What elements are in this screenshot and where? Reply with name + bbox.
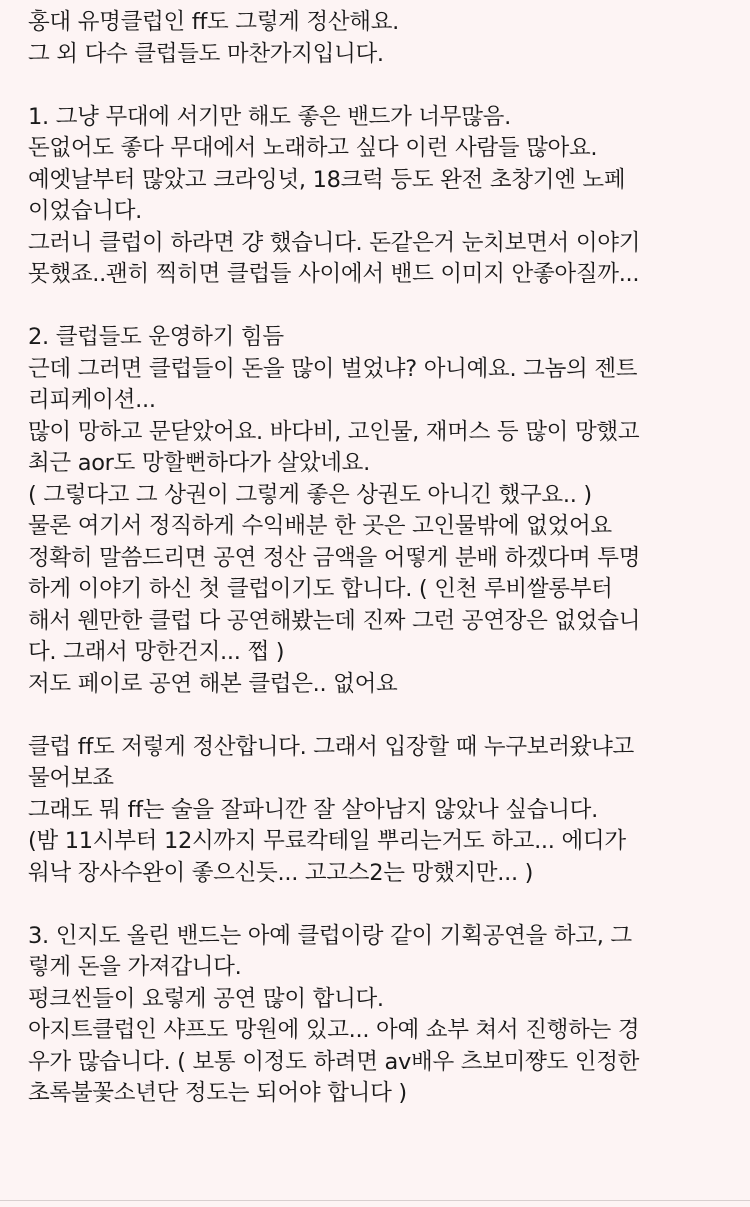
text-line: 리피케이션...	[28, 387, 156, 413]
text-line: 정확히 말씀드리면 공연 정산 금액을 어떻게 분배 하겠다며 투명	[28, 544, 641, 571]
text-line: 돈없어도 좋다 무대에서 노래하고 싶다 이런 사람들 많아요.	[28, 135, 598, 161]
text-line: 하게 이야기 하신 첫 클럽이기도 합니다. ( 인천 루비쌀롱부터	[28, 576, 613, 602]
text-line: 1. 그냥 무대에 서기만 해도 좋은 밴드가 너무많음.	[28, 103, 511, 130]
divider	[0, 1200, 750, 1201]
text-line: 3. 인지도 올린 밴드는 아예 클럽이랑 같이 기획공연을 하고, 그	[28, 922, 632, 949]
text-line: 그 외 다수 클럽들도 마찬가지입니다.	[28, 40, 384, 67]
text-line: 이었습니다.	[28, 198, 143, 224]
text-line: 아지트클럽인 샤프도 망원에 있고... 아예 쇼부 쳐서 진행하는 경	[28, 1017, 640, 1043]
text-line: 펑크씬들이 요렇게 공연 많이 합니다.	[28, 985, 384, 1012]
text-line: 해서 웬만한 클럽 다 공연해봤는데 진짜 그런 공연장은 없었습니	[28, 607, 641, 634]
blank-line	[28, 889, 740, 921]
text-line: 초록불꽃소년단 정도는 되어야 합니다 )	[28, 1080, 407, 1106]
text-line: 클럽 ff도 저렇게 정산합니다. 그래서 입장할 때 누구보러왔냐고	[28, 733, 634, 760]
text-line: ( 그렇다고 그 상권이 그렇게 좋은 상권도 아니긴 했구요.. )	[28, 481, 592, 508]
text-line: 그러니 클럽이 하라면 걍 했습니다. 돈같은거 눈치보면서 이야기	[28, 229, 641, 256]
text-line: 못했죠..괜히 찍히면 클럽들 사이에서 밴드 이미지 안좋아질까...	[28, 261, 640, 287]
text-line: 워낙 장사수완이 좋으신듯... 고고스2는 망했지만... )	[28, 859, 534, 886]
text-line: (밤 11시부터 12시까지 무료칵테일 뿌리는거도 하고... 에디가	[28, 828, 626, 854]
blank-line	[28, 700, 740, 732]
blank-line	[28, 70, 740, 102]
text-line: 근데 그러면 클럽들이 돈을 많이 벌었냐? 아니예요. 그놈의 젠트	[28, 355, 638, 382]
text-line: 저도 페이로 공연 해본 클럽은.. 없어요	[28, 670, 398, 697]
text-line: 그래도 뭐 ff는 술을 잘파니깐 잘 살아남지 않았나 싶습니다.	[28, 796, 598, 823]
blank-line	[28, 291, 740, 323]
text-line: 물론 여기서 정직하게 수익배분 한 곳은 고인물밖에 없었어요	[28, 513, 612, 539]
text-line: 많이 망하고 문닫았어요. 바다비, 고인물, 재머스 등 많이 망했고	[28, 418, 640, 445]
text-line: 예엣날부터 많았고 크라잉넛, 18크럭 등도 완전 초창기엔 노페	[28, 166, 626, 193]
text-line: 렇게 돈을 가져갑니다.	[28, 954, 242, 980]
text-line: 우가 많습니다. ( 보통 이정도 하려면 av배우 츠보미쨩도 인정한	[28, 1048, 640, 1075]
text-line: 2. 클럽들도 운영하기 힘듬	[28, 324, 284, 350]
text-line: 최근 aor도 망할뻔하다가 살았네요.	[28, 450, 370, 476]
text-line: 다. 그래서 망한건지... 쩝 )	[28, 639, 285, 665]
text-line: 홍대 유명클럽인 ff도 그렇게 정산해요.	[28, 9, 400, 35]
text-line: 물어보죠	[28, 765, 114, 791]
